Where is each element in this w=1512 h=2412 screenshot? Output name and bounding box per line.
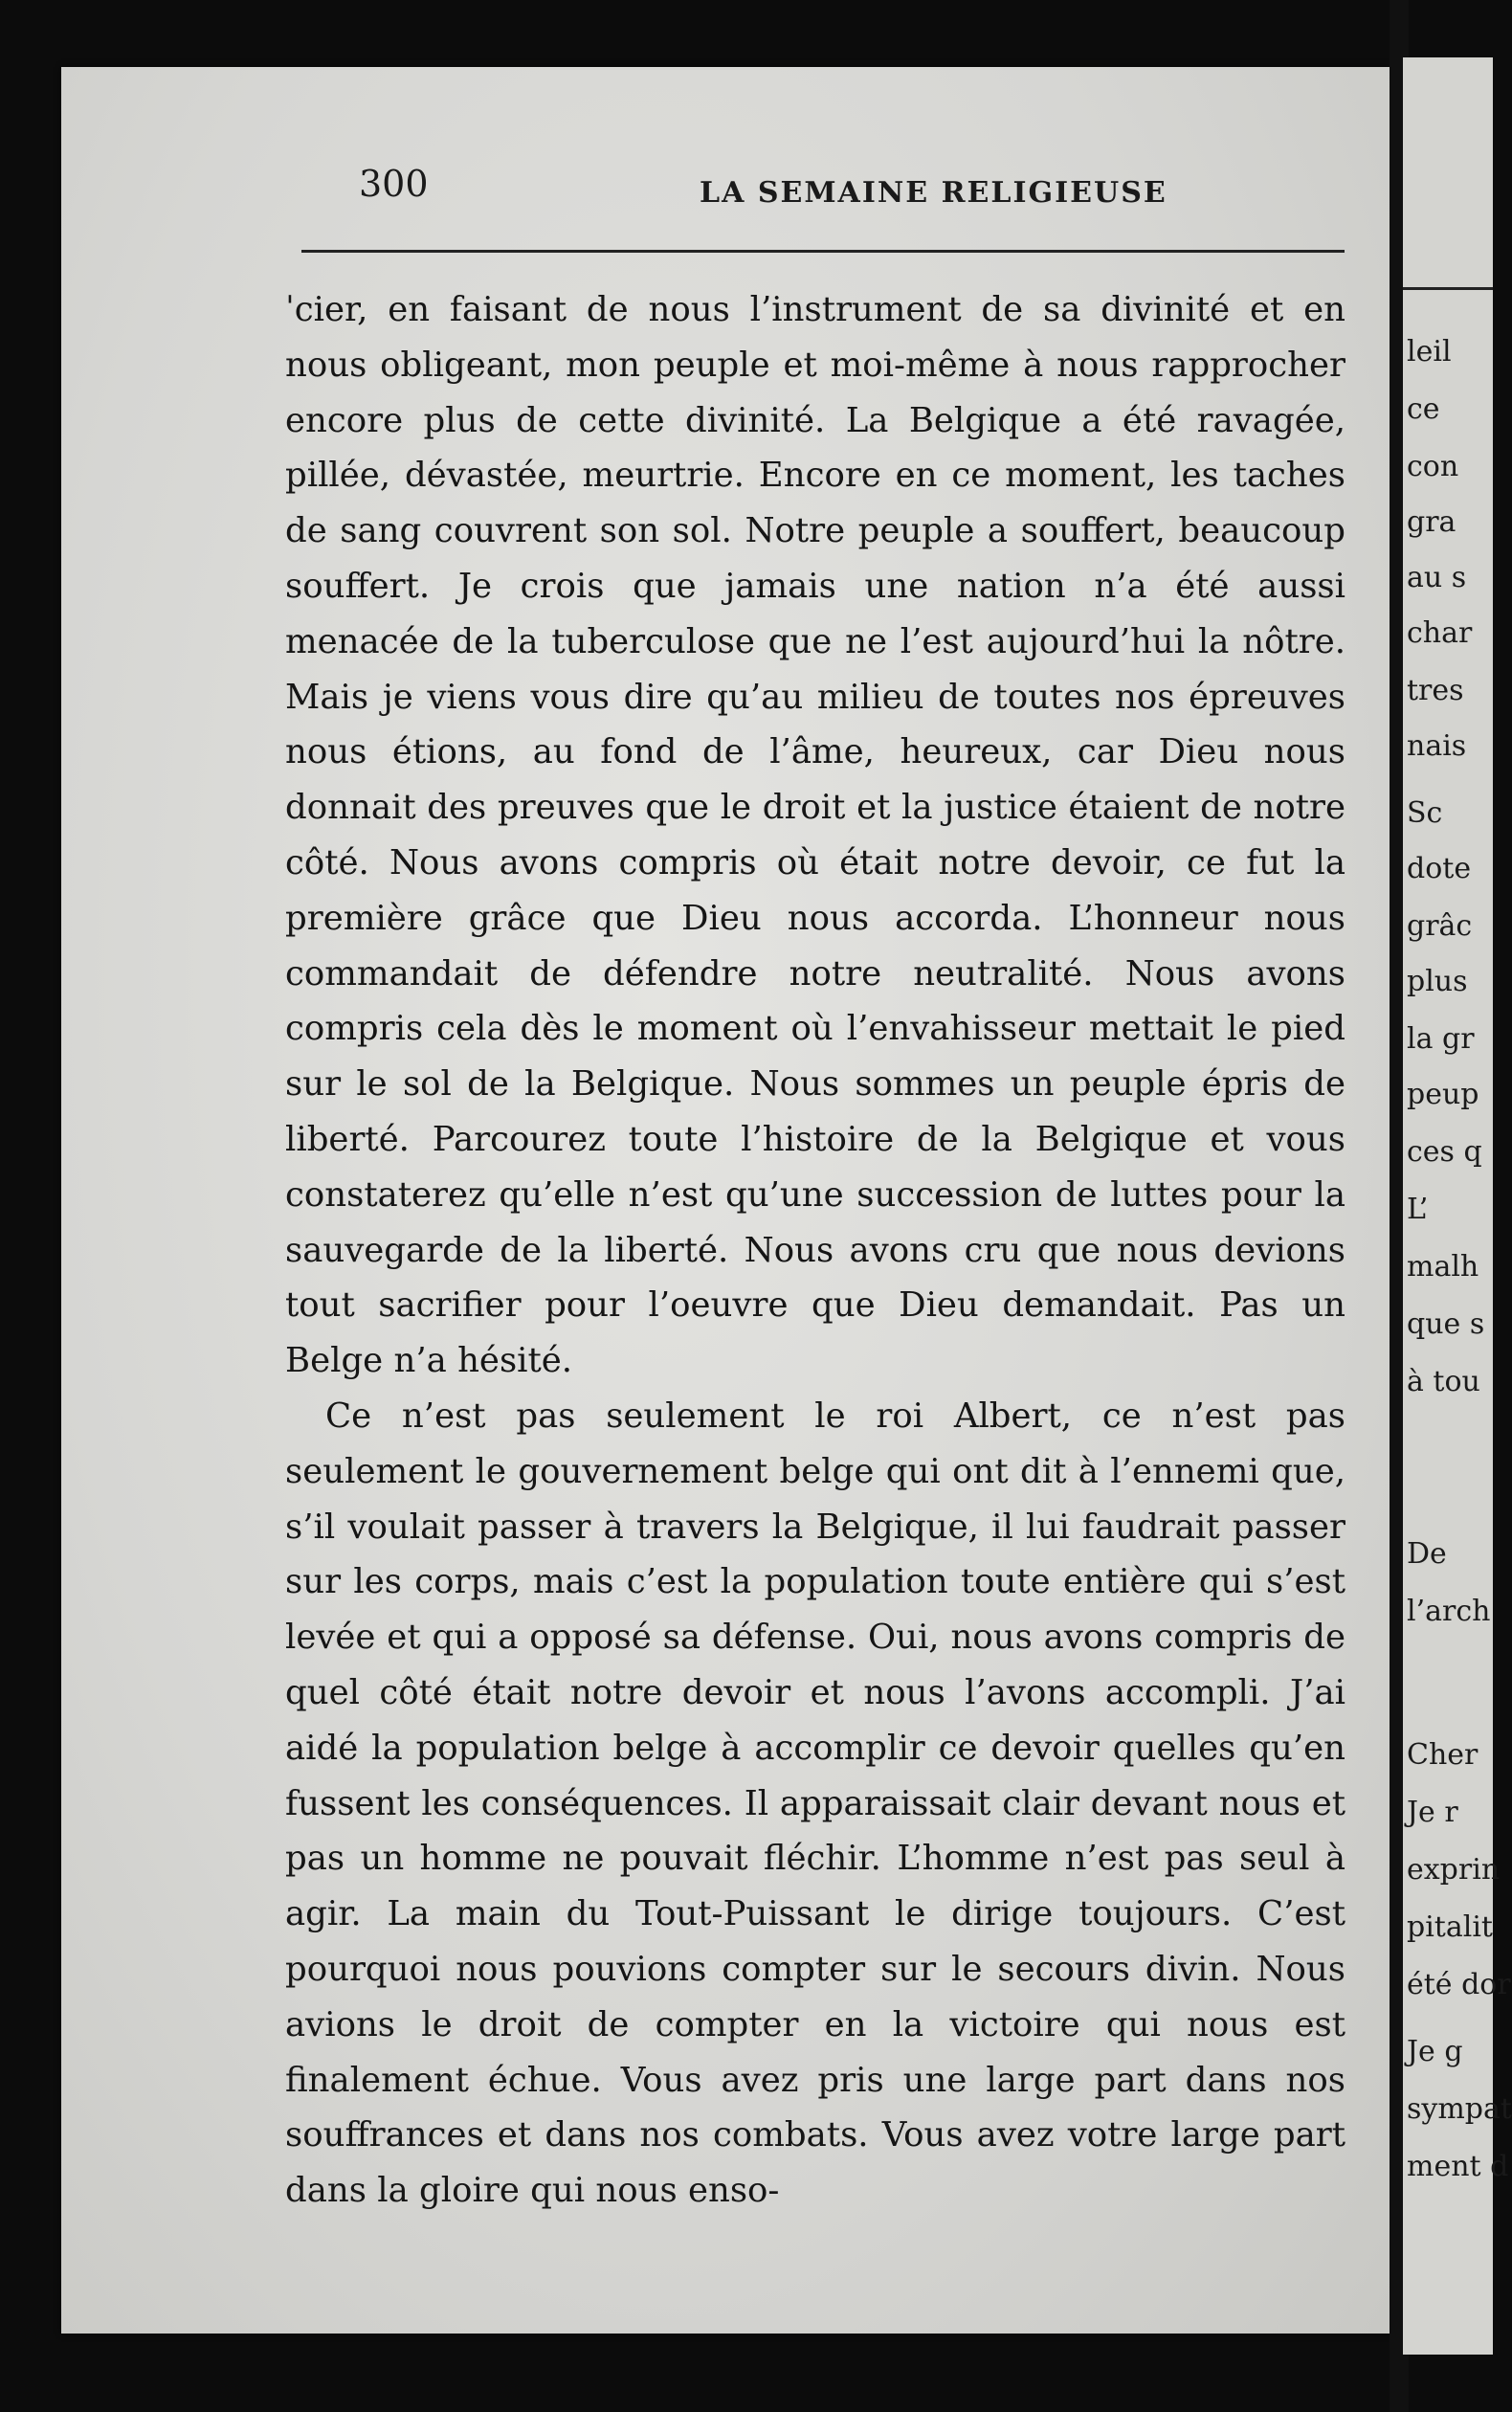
next-page-fragment: ment d: [1407, 2150, 1509, 2183]
next-page-edge: [1403, 57, 1512, 2355]
page-number: 300: [359, 163, 429, 205]
next-page-fragment: L’: [1407, 1193, 1429, 1226]
next-page-fragment: ces q: [1407, 1135, 1482, 1169]
next-page-fragment: été dor: [1407, 1968, 1511, 2001]
paragraph: Ce n’est pas seulement le roi Albert, ce n’est pas seulement le gouvernement belge qui ont dit à l’ennemi que, s’il voulait passer à travers la Belgique, il lui faudrait passer sur les corps, mais c’est la population toute entière qui s’est levée et qui a opposé sa défense. Oui, nous avons compris de quel côté était notre devoir et nous l’avons accompli. J’ai aidé la population belge à accomplir ce devoir quelles qu’en fussent les conséquences. Il apparaissait clair devant nous et pas un homme ne pouvait fléchir. L’homme n’est pas seul à agir. La main du Tout-Puissant le dirige toujours. C’est pourquoi nous pouvions compter sur le secours divin. Nous avions le droit de compter en la victoire qui nous est finalement échue. Vous avez pris une large part dans nos souffrances et dans nos combats. Vous avez votre large part dans la gloire qui nous enso-: [285, 1396, 1345, 2211]
next-page-fragment: la gr: [1407, 1022, 1475, 1056]
next-page-fragment: ce: [1407, 392, 1440, 426]
next-page-fragment: plus: [1407, 965, 1468, 998]
next-page-fragment: De: [1407, 1537, 1447, 1571]
next-page-rule: [1403, 287, 1493, 290]
next-page-fragment: exprin: [1407, 1853, 1501, 1887]
next-page-fragment: Je g: [1407, 2035, 1463, 2068]
next-page-fragment: pitalit: [1407, 1910, 1493, 1944]
page-header: [298, 163, 1408, 220]
paragraph: ˈcier, en faisant de nous l’instrument de sa divinité et en nous obligeant, mon peuple et moi-même à nous rapprocher encore plus de cette divinité. La Belgique a été ravagée, pillée, dévastée, meurtrie. Encore en ce moment, les taches de sang couvrent son sol. Notre peuple a souffert, beaucoup souffert. Je crois que jamais une nation n’a été aussi menacée de la tuberculose que ne l’est aujourd’hui la nôtre. Mais je viens vous dire qu’au milieu de toutes nos épreuves nous étions, au fond de l’âme, heureux, car Dieu nous donnait des preuves que le droit et la justice étaient de notre côté. Nous avons compris où était notre devoir, ce fut la première grâce que Dieu nous accorda. L’honneur nous commandait de défendre notre neutralité. Nous avons compris cela dès le moment où l’envahisseur mettait le pied sur le sol de la Belgique. Nous sommes un peuple épris de liberté. Parcourez toute l’histoire de la Belgique et vous constaterez qu’elle n’est qu’une succession de luttes pour la sauvegarde de la liberté. Nous avons cru que nous devions tout sacrifier pour l’oeuvre que Dieu demandait. Pas un Belge n’a hésité.: [285, 290, 1345, 1381]
next-page-fragment: malh: [1407, 1250, 1479, 1284]
next-page-fragment: l’arch: [1407, 1595, 1491, 1628]
next-page-fragment: leil: [1407, 335, 1452, 368]
running-head: LA SEMAINE RELIGIEUSE: [700, 176, 1167, 210]
next-page-fragment: Cher: [1407, 1738, 1479, 1772]
next-page-fragment: à tou: [1407, 1365, 1480, 1398]
next-page-fragment: Je r: [1407, 1796, 1458, 1829]
next-page-fragment: au s: [1407, 561, 1467, 594]
next-page-fragment: grâc: [1407, 909, 1473, 943]
next-page-fragment: nais: [1407, 729, 1467, 763]
next-page-fragment: que s: [1407, 1307, 1485, 1341]
header-rule: [301, 250, 1345, 253]
next-page-fragment: dote: [1407, 852, 1472, 885]
next-page-fragment: tres: [1407, 674, 1464, 707]
next-page-fragment: con: [1407, 450, 1459, 483]
next-page-fragment: sympat: [1407, 2092, 1512, 2126]
next-page-fragment: Sc: [1407, 796, 1443, 830]
next-page-fragment: gra: [1407, 505, 1456, 539]
next-page-fragment: char: [1407, 616, 1473, 650]
body-text: [285, 282, 1345, 2219]
next-page-fragment: peup: [1407, 1078, 1479, 1111]
